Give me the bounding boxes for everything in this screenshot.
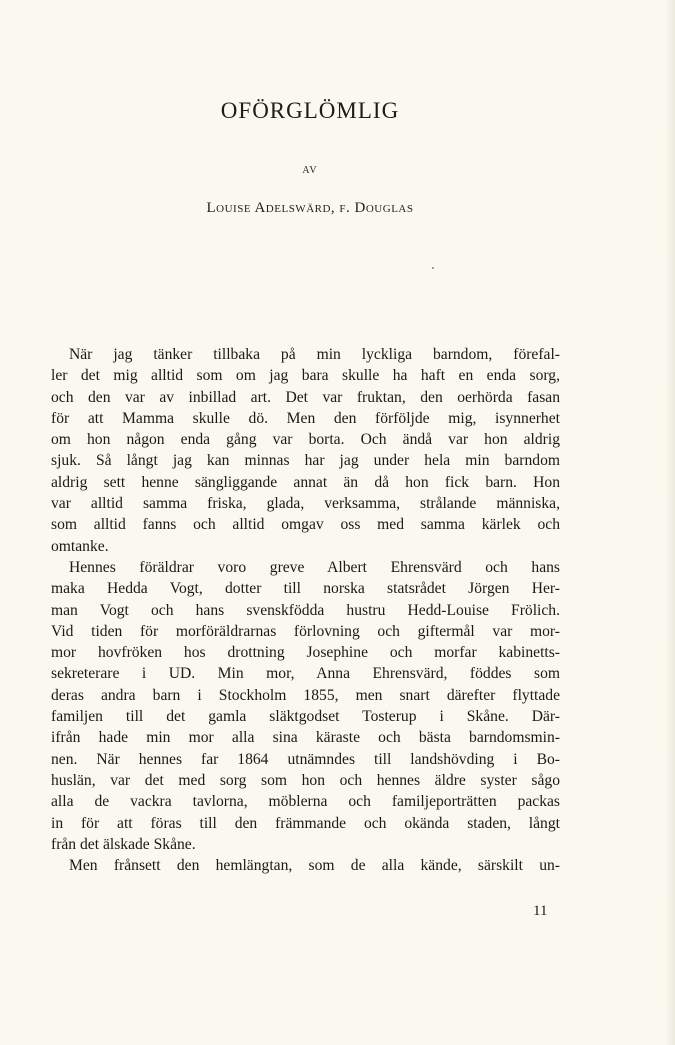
- text-line: Hennes föräldrar voro greve Albert Ehrensvärd och hans: [69, 558, 560, 576]
- text-line: aldrig sett henne sängliggande annat än då hon fick barn. Hon: [51, 473, 560, 491]
- text-line: om hon någon enda gång var borta. Och ändå var hon aldrig: [51, 431, 560, 449]
- text-line: som alltid fanns och alltid omgav oss med samma kärlek och: [51, 516, 560, 534]
- text-line: Vid tiden för morföräldrarnas förlovning och giftermål var mor-: [51, 622, 560, 640]
- text-line: sekreterare i UD. Min mor, Anna Ehrensvärd, föddes som: [51, 665, 560, 683]
- text-line: maka Hedda Vogt, dotter till norska statsrådet Jörgen Her-: [51, 580, 560, 598]
- text-line: omtanke.: [51, 537, 109, 555]
- text-line: var alltid samma friska, glada, verksamma, strålande människa,: [51, 495, 560, 513]
- text-line: nen. När hennes far 1864 utnämndes till landshövding i Bo-: [51, 750, 560, 768]
- text-line: sjuk. Så långt jag kan minnas har jag under hela min barndom: [51, 452, 560, 470]
- author-name: Louise Adelswärd, f. Douglas: [206, 200, 414, 216]
- body-text: [51, 344, 560, 876]
- text-line: deras andra barn i Stockholm 1855, men snart därefter flyttade: [51, 686, 560, 704]
- byline: AV: [302, 165, 318, 176]
- paper-speck: [432, 267, 434, 269]
- text-line: ifrån hade min mor alla sina käraste och bästa barndomsmin-: [51, 729, 560, 747]
- page-edge-shadow: [665, 0, 675, 1045]
- text-line: familjen till det gamla släktgodset Tosterup i Skåne. Där-: [51, 708, 560, 726]
- text-line: man Vogt och hans svenskfödda hustru Hedd-Louise Frölich.: [51, 601, 560, 619]
- chapter-title: OFÖRGLÖMLIG: [220, 98, 400, 123]
- text-line: in för att föras till den främmande och okända staden, långt: [51, 814, 560, 832]
- page-number: 11: [533, 903, 548, 919]
- text-line: ler det mig alltid som om jag bara skulle ha haft en enda sorg,: [51, 367, 560, 385]
- text-line: från det älskade Skåne.: [51, 835, 196, 853]
- text-line: alla de vackra tavlorna, möblerna och familjeporträtten packas: [51, 793, 560, 811]
- text-line: Men frånsett den hemlängtan, som de alla kände, särskilt un-: [69, 857, 560, 875]
- text-line: När jag tänker tillbaka på min lyckliga barndom, förefal-: [69, 346, 560, 363]
- text-line: och den var av inbillad art. Det var fruktan, den oerhörda fasan: [51, 388, 560, 406]
- text-line: för att Mamma skulle dö. Men den förföljde mig, isynnerhet: [51, 409, 560, 427]
- text-line: huslän, var det med sorg som hon och hennes äldre syster sågo: [51, 771, 560, 789]
- text-line: mor hovfröken hos drottning Josephine och morfar kabinetts-: [51, 644, 560, 662]
